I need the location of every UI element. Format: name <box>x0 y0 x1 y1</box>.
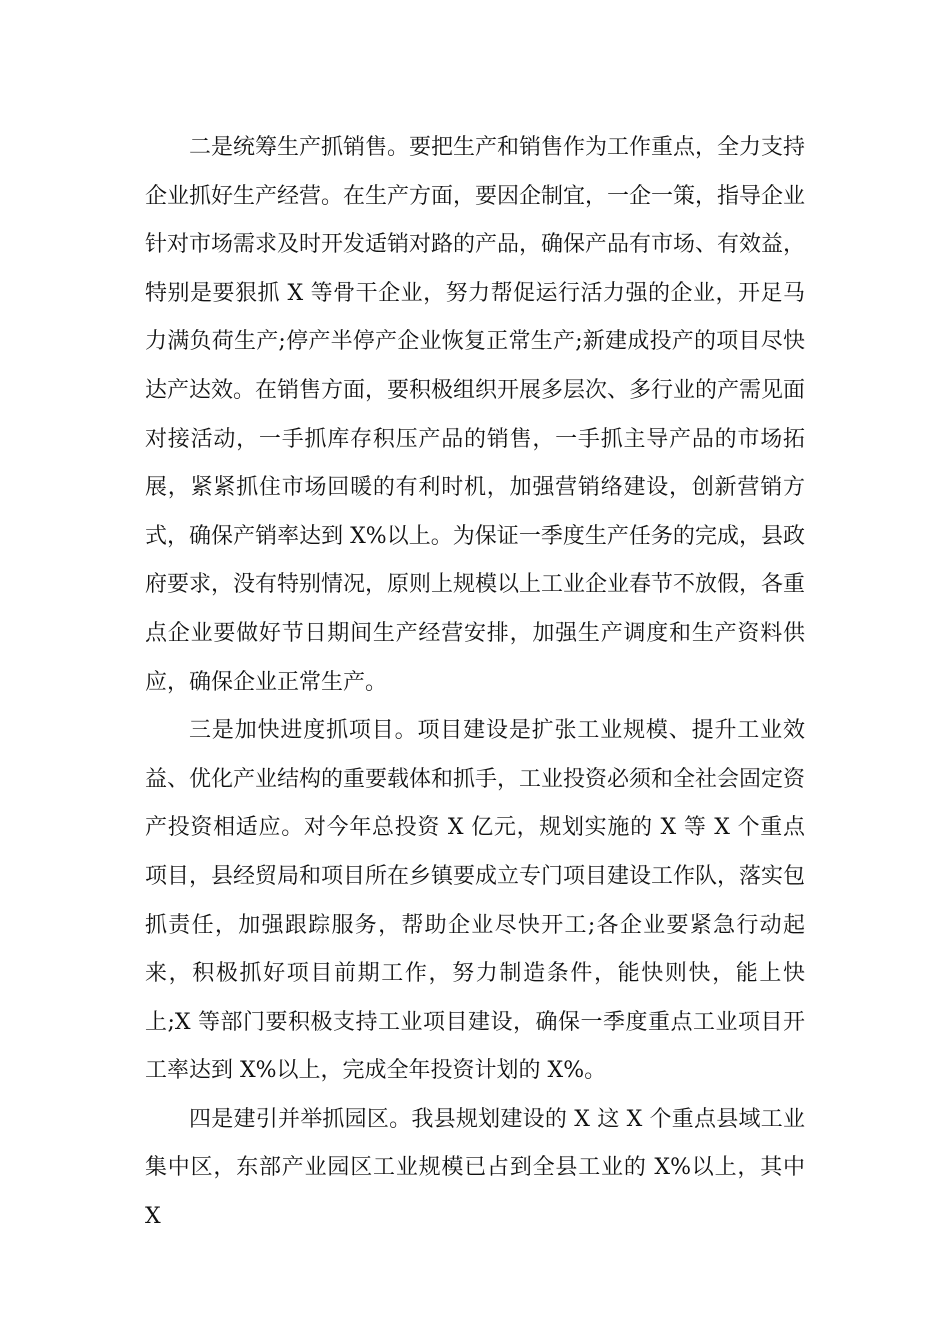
paragraph-projects: 三是加快进度抓项目。项目建设是扩张工业规模、提升工业效益、优化产业结构的重要载体和抓手，工业投资必须和全社会固定资产投资相适应。对今年总投资 X 亿元，规划实施的 X 等 X 个重点项目，县经贸局和项目所在乡镇要成立专门项目建设工作队，落实包抓责任，加强跟踪服务，帮助企业尽快开工;各企业要紧急行动起来，积极抓好项目前期工作，努力制造条件，能快则快，能上快上;X 等部门要积极支持工业项目建设，确保一季度重点工业项目开工率达到 X%以上，完成全年投资计划的 X%。 <box>145 718 806 1084</box>
paragraph-industrial-parks: 四是建引并举抓园区。我县规划建设的 X 这 X 个重点县域工业集中区，东部产业园区工业规模已占到全县工业的 X%以上，其中 X <box>145 1106 805 1230</box>
document-body <box>145 124 805 1242</box>
paragraph-production-sales: 二是统筹生产抓销售。要把生产和销售作为工作重点，全力支持企业抓好生产经营。在生产方面，要因企制宜，一企一策，指导企业针对市场需求及时开发适销对路的产品，确保产品有市场、有效益，特别是要狠抓 X 等骨干企业，努力帮促运行活力强的企业，开足马力满负荷生产;停产半停产企业恢复正常生产;新建成投产的项目尽快达产达效。在销售方面，要积极组织开展多层次、多行业的产需见面对接活动，一手抓库存积压产品的销售，一手抓主导产品的市场拓展，紧紧抓住市场回暖的有利时机，加强营销络建设，创新营销方式，确保产销率达到 X%以上。为保证一季度生产任务的完成，县政府要求，没有特别情况，原则上规模以上工业企业春节不放假，各重点企业要做好节日期间生产经营安排，加强生产调度和生产资料供应，确保企业正常生产。 <box>145 135 806 695</box>
